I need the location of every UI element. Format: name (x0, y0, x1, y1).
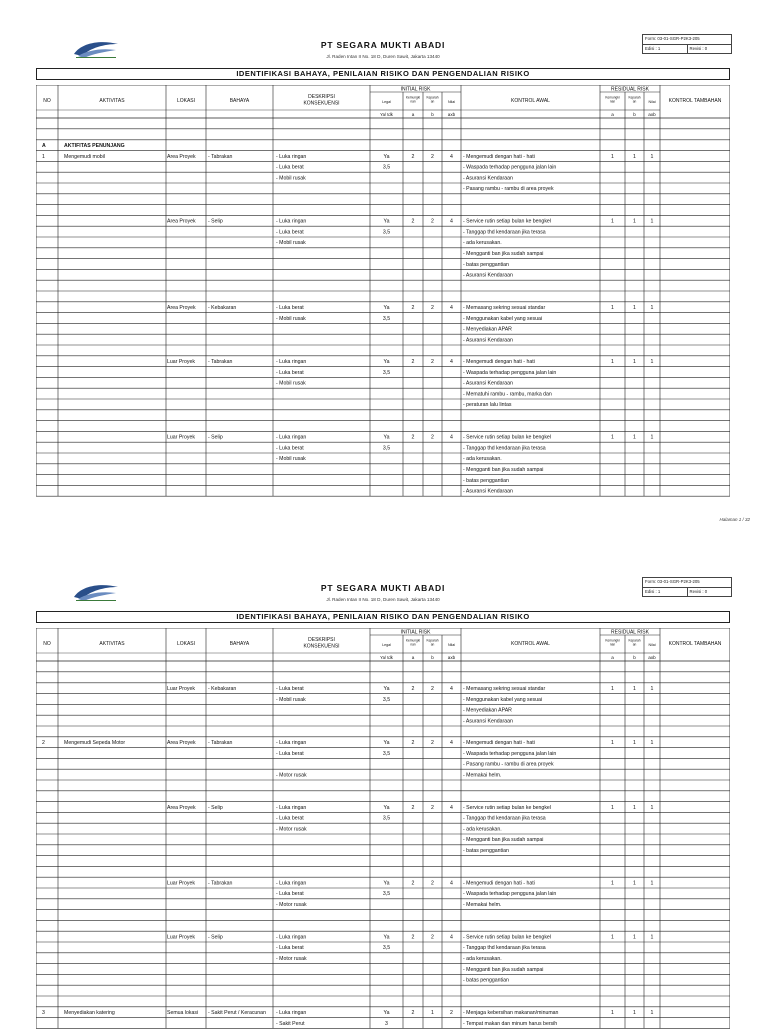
row-deskripsi: - Luka berat (276, 750, 304, 757)
header-kemungkinan: Kemungki (605, 638, 620, 643)
header-a: a (411, 655, 415, 660)
header-ya-tdk: Ya/ tdk (380, 112, 393, 117)
row-kontrol-awal: - Mengganti ban jika sudah sampai (463, 966, 544, 973)
row-kontrol-awal: - Tanggap thd kendaraan jika terasa (463, 945, 546, 952)
row-deskripsi: - Mobil rusak (276, 696, 306, 703)
row-kontrol-awal: - Menggunakan kabel yang sesuai (463, 696, 543, 703)
row-kontrol-awal: - Asuransi Kendaraan (463, 718, 513, 725)
row-kontrol-awal: - Mengganti ban jika sudah sampai (463, 837, 544, 844)
row-deskripsi: - Luka berat (276, 164, 304, 171)
row-residual-axb: 1 (650, 434, 654, 441)
row-legal: 3 (385, 1020, 388, 1027)
row-deskripsi: - Luka berat (276, 305, 304, 311)
header-keparahan: an (632, 642, 637, 647)
header-aktivitas: AKTIVITAS (99, 641, 125, 647)
row-residual-axb: 1 (650, 1010, 654, 1016)
row-kontrol-awal: - Mematuhi rambu - rambu, marka dan (463, 391, 552, 398)
row-bahaya: - Tabrakan (208, 740, 233, 746)
row-kontrol-awal: - Menggunakan kabel yang sesuai (463, 315, 543, 322)
row-a: 2 (411, 804, 415, 811)
row-axb: 2 (450, 1010, 453, 1016)
row-a: 2 (411, 1010, 415, 1016)
header-keparahan: an (430, 642, 435, 647)
row-deskripsi: - Luka berat (276, 815, 304, 822)
header-bahaya: BAHAYA (229, 98, 250, 104)
row-kontrol-awal: - Asuransi Kendaraan (463, 380, 513, 387)
document-title: IDENTIFIKASI BAHAYA, PENILAIAN RISIKO DAN PENGENDALIAN RISIKO (36, 611, 730, 623)
row-lokasi: Semua lokasi (167, 1010, 199, 1016)
row-deskripsi: - Luka ringan (276, 1010, 307, 1016)
row-a: 2 (411, 934, 415, 941)
row-residual-axb: 1 (650, 305, 654, 311)
row-deskripsi: - Luka ringan (276, 434, 307, 441)
form-edisi: Edisi : 1 (643, 588, 688, 596)
row-legal: 3,5 (382, 696, 391, 703)
row-a: 2 (411, 686, 415, 692)
row-legal: Ya (383, 1010, 390, 1016)
row-residual-axb: 1 (650, 218, 654, 225)
row-kontrol-awal: - batas penggantian (463, 261, 509, 268)
row-lokasi: Luar Proyek (167, 434, 195, 441)
row-legal: Ya (383, 434, 390, 441)
row-axb: 4 (450, 434, 453, 441)
header-kemungkinan: Kemungki (605, 95, 620, 100)
form-revisi: Revisi : 0 (689, 46, 708, 51)
row-axb: 4 (450, 218, 453, 225)
row-residual-a: 1 (611, 740, 614, 746)
row-residual-axb: 1 (650, 934, 654, 941)
form-code: Form: 03-01-SGR-P2K3-205 (643, 35, 731, 45)
row-a: 2 (411, 434, 415, 441)
header-axb: axb (648, 112, 656, 117)
row-aktivitas: Mengemudi Sepeda Motor (64, 740, 126, 746)
header-kontrol-awal: KONTROL AWAL (511, 641, 550, 647)
row-residual-b: 1 (633, 934, 636, 941)
row-residual-a: 1 (611, 434, 614, 441)
row-kontrol-awal: - ada kerusakan. (463, 240, 502, 247)
row-kontrol-awal: - Service rutin setiap bulan ke bengkel (463, 804, 551, 811)
row-legal: 3,5 (382, 229, 391, 236)
row-no: 3 (42, 1010, 45, 1016)
row-kontrol-awal: - Memakai helm. (463, 902, 502, 908)
header-konsekuensi: KONSEKUENSI (303, 643, 340, 650)
row-no: 2 (42, 740, 45, 746)
row-kontrol-awal: - Waspada terhadap pengguna jalan lain (463, 891, 557, 898)
row-deskripsi: - Luka berat (276, 891, 304, 898)
row-legal: Ya (383, 804, 390, 811)
row-axb: 4 (450, 359, 453, 365)
row-deskripsi: - Mobil rusak (276, 456, 306, 463)
row-lokasi: Luar Proyek (167, 934, 195, 941)
header-nilai: Nilai (648, 100, 656, 104)
row-legal: Ya (383, 218, 390, 225)
header-lokasi: LOKASI (176, 641, 196, 647)
row-b: 2 (431, 880, 434, 887)
row-residual-a: 1 (611, 153, 614, 160)
row-a: 2 (411, 153, 415, 160)
row-lokasi: Area Proyek (167, 804, 196, 811)
header-b: b (431, 655, 434, 660)
row-kontrol-awal: - Asuransi Kendaraan (463, 337, 513, 344)
row-deskripsi: - Mobil rusak (276, 315, 306, 322)
row-kontrol-awal: - batas penggantian (463, 477, 509, 484)
row-lokasi: Area Proyek (167, 218, 196, 225)
row-deskripsi: - Luka berat (276, 229, 304, 236)
row-deskripsi: - Luka ringan (276, 218, 307, 225)
header-kemungkinan: Kemungki (405, 638, 421, 643)
row-legal: Ya (383, 880, 390, 887)
header-nilai: Nilai (448, 100, 455, 104)
header-residual-risk: RESIDUAL RISK (611, 86, 649, 93)
row-kontrol-awal: - ada kerusakan. (463, 456, 502, 463)
row-axb: 4 (450, 934, 453, 941)
row-bahaya: - Sakit Perut / Keracunan (208, 1010, 266, 1016)
row-aktivitas: Menyediakan katering (64, 1010, 115, 1016)
risk-table (36, 628, 730, 1036)
row-deskripsi: - Sakit Perut (276, 1020, 305, 1027)
header-kontrol-tambahan: KONTROL TAMBAHAN (668, 641, 722, 647)
risk-table-grid (36, 85, 730, 499)
form-info-box (642, 34, 732, 54)
row-deskripsi: - Motor rusak (276, 902, 307, 908)
row-axb: 4 (450, 880, 453, 887)
row-kontrol-awal: - Tempat makan dan minum harus bersih (463, 1020, 558, 1027)
row-residual-b: 1 (633, 359, 636, 365)
row-residual-b: 1 (633, 218, 636, 225)
row-legal: 3,5 (382, 445, 391, 452)
row-deskripsi: - Luka berat (276, 445, 304, 452)
row-bahaya: - Kebakaran (208, 305, 237, 311)
header-legal: Legal (382, 643, 391, 647)
row-kontrol-awal: - Tanggap thd kendaraan jika terasa (463, 229, 546, 236)
row-legal: Ya (383, 740, 390, 746)
row-deskripsi: - Luka ringan (276, 740, 307, 746)
row-b: 2 (431, 740, 434, 746)
row-deskripsi: - Mobil rusak (276, 380, 306, 387)
row-aktivitas: AKTIFITAS PENUNJANG (64, 143, 125, 149)
row-b: 1 (431, 1010, 434, 1016)
row-legal: 3,5 (382, 750, 391, 757)
row-bahaya: - Tabrakan (208, 880, 233, 887)
row-kontrol-awal: - Mengemudi dengan hati - hati (463, 153, 535, 160)
header-no: NO (43, 98, 51, 104)
header-kemungkinan: Kemungki (405, 95, 421, 100)
header-kemungkinan: nan (410, 642, 416, 647)
header-a: a (411, 112, 415, 117)
row-residual-b: 1 (633, 1010, 636, 1016)
row-bahaya: - Selip (208, 434, 223, 441)
row-b: 2 (431, 934, 434, 941)
form-code: Form: 03-01-SGR-P2K3-205 (643, 578, 731, 588)
row-a: 2 (411, 218, 415, 225)
row-deskripsi: - Motor rusak (276, 772, 307, 779)
row-b: 2 (431, 153, 434, 160)
header-deskripsi: DESKRIPSI (308, 637, 335, 643)
row-kontrol-awal: - Mengemudi dengan hati - hati (463, 740, 535, 746)
header-legal: Legal (382, 100, 391, 104)
row-residual-a: 1 (611, 934, 614, 941)
header-nilai: Nilai (648, 643, 656, 647)
row-kontrol-awal: - Menjaga kebersihan makanan/minuman (463, 1010, 559, 1016)
row-lokasi: Area Proyek (167, 153, 196, 160)
row-residual-axb: 1 (650, 804, 654, 811)
row-kontrol-awal: - Service rutin setiap bulan ke bengkel (463, 218, 551, 225)
header-bahaya: BAHAYA (229, 641, 250, 647)
row-deskripsi: - Luka berat (276, 945, 304, 952)
row-axb: 4 (450, 305, 453, 311)
row-kontrol-awal: - Pasang rambu - rambu di area proyek (463, 186, 554, 193)
header-aktivitas: AKTIVITAS (99, 98, 125, 104)
header-konsekuensi: KONSEKUENSI (303, 100, 340, 107)
row-no: 1 (42, 153, 45, 160)
row-deskripsi: - Mobil rusak (276, 175, 306, 182)
row-residual-axb: 1 (650, 686, 654, 692)
row-kontrol-awal: - Menyediakan APAR (463, 707, 512, 714)
row-residual-axb: 1 (650, 740, 654, 746)
row-kontrol-awal: - Menyediakan APAR (463, 326, 512, 333)
header-b: b (633, 112, 636, 117)
header-initial-risk: INITIAL RISK (400, 86, 431, 93)
header-kemungkinan: nan (609, 99, 616, 104)
header-a: a (611, 655, 614, 660)
header-nilai: Nilai (448, 643, 455, 647)
row-legal: Ya (383, 305, 390, 311)
row-kontrol-awal: - Asuransi Kendaraan (463, 488, 513, 495)
row-residual-a: 1 (611, 218, 614, 225)
row-bahaya: - Kebakaran (208, 686, 237, 692)
row-lokasi: Luar Proyek (167, 880, 195, 887)
row-residual-a: 1 (611, 686, 614, 692)
row-b: 2 (431, 804, 434, 811)
page-number: Halaman 1 / 32 (719, 517, 750, 522)
row-kontrol-awal: - ada kerusakan. (463, 826, 502, 833)
row-a: 2 (411, 305, 415, 311)
row-kontrol-awal: - Waspada terhadap pengguna jalan lain (463, 750, 557, 757)
header-keparahan: an (632, 99, 637, 104)
row-b: 2 (431, 218, 434, 225)
row-kontrol-awal: - Mengganti ban jika sudah sampai (463, 467, 544, 473)
row-residual-b: 1 (633, 686, 636, 692)
row-kontrol-awal: - peraturan lalu lintas (463, 402, 512, 409)
form-edisi: Edisi : 1 (643, 45, 688, 53)
company-name: PT SEGARA MUKTI ABADI (320, 40, 446, 50)
header-axb: axb (447, 112, 456, 117)
row-deskripsi: - Luka berat (276, 686, 304, 692)
header-ya-tdk: Ya/ tdk (380, 655, 393, 660)
row-bahaya: - Tabrakan (208, 359, 233, 365)
row-kontrol-awal: - batas penggantian (463, 977, 509, 984)
row-legal: 3,5 (382, 815, 391, 822)
row-lokasi: Area Proyek (167, 305, 196, 311)
row-kontrol-awal: - Pasang rambu - rambu di area proyek (463, 761, 554, 768)
row-residual-b: 1 (633, 153, 636, 160)
risk-table-grid (36, 628, 730, 1031)
row-deskripsi: - Luka ringan (276, 153, 307, 160)
row-residual-a: 1 (611, 880, 614, 887)
row-axb: 4 (450, 804, 453, 811)
row-legal: 3,5 (382, 945, 391, 952)
row-b: 2 (431, 305, 434, 311)
row-deskripsi: - Motor rusak (276, 826, 307, 833)
row-kontrol-awal: - batas penggantian (463, 848, 509, 854)
row-kontrol-awal: - Service rutin setiap bulan ke bengkel (463, 934, 551, 941)
header-kemungkinan: nan (410, 99, 416, 104)
form-revisi: Revisi : 0 (689, 589, 708, 594)
header-keparahan: Keparah (628, 95, 641, 100)
row-lokasi: Luar Proyek (167, 359, 195, 365)
row-bahaya: - Selip (208, 804, 223, 811)
row-deskripsi: - Luka ringan (276, 880, 307, 887)
row-kontrol-awal: - Memasang sekring sesuai standar (463, 686, 546, 692)
row-a: 2 (411, 740, 415, 746)
header-keparahan: Keparah (628, 638, 641, 643)
row-bahaya: - Selip (208, 218, 223, 225)
document-title: IDENTIFIKASI BAHAYA, PENILAIAN RISIKO DAN PENGENDALIAN RISIKO (36, 68, 730, 80)
row-bahaya: - Tabrakan (208, 153, 233, 160)
header-b: b (633, 655, 636, 660)
header-axb: axb (447, 655, 456, 660)
row-kontrol-awal: - Asuransi Kendaraan (463, 272, 513, 279)
row-kontrol-awal: - Service rutin setiap bulan ke bengkel (463, 434, 551, 441)
risk-table (36, 85, 730, 504)
header-no: NO (43, 641, 51, 647)
row-b: 2 (431, 359, 434, 365)
row-deskripsi: - Motor rusak (276, 956, 307, 962)
row-kontrol-awal: - Memakai helm. (463, 772, 502, 779)
header-keparahan: Keparah (426, 638, 439, 643)
row-residual-b: 1 (633, 880, 636, 887)
row-legal: 3,5 (382, 315, 391, 322)
company-name: PT SEGARA MUKTI ABADI (320, 583, 446, 593)
row-lokasi: Area Proyek (167, 740, 196, 746)
row-legal: 3,5 (382, 369, 391, 376)
row-residual-b: 1 (633, 740, 636, 746)
row-kontrol-awal: - Waspada terhadap pengguna jalan lain (463, 164, 557, 171)
header-lokasi: LOKASI (176, 98, 196, 104)
row-kontrol-awal: - Mengemudi dengan hati - hati (463, 880, 535, 887)
row-a: 2 (411, 880, 415, 887)
row-kontrol-awal: - Tanggap thd kendaraan jika terasa (463, 445, 546, 452)
row-a: 2 (411, 359, 415, 365)
row-kontrol-awal: - Memasang sekring sesuai standar (463, 305, 546, 311)
row-kontrol-awal: - Mengemudi dengan hati - hati (463, 359, 535, 365)
row-b: 2 (431, 434, 434, 441)
row-kontrol-awal: - Mengganti ban jika sudah sampai (463, 251, 544, 257)
row-kontrol-awal: - Tanggap thd kendaraan jika terasa (463, 815, 546, 822)
header-residual-risk: RESIDUAL RISK (611, 629, 649, 636)
row-residual-axb: 1 (650, 880, 654, 887)
row-legal: 3,5 (382, 891, 391, 898)
row-residual-b: 1 (633, 804, 636, 811)
row-legal: Ya (383, 934, 390, 941)
row-residual-a: 1 (611, 359, 614, 365)
row-b: 2 (431, 686, 434, 692)
row-legal: Ya (383, 153, 390, 160)
row-axb: 4 (450, 153, 453, 160)
row-bahaya: - Selip (208, 934, 223, 941)
row-kontrol-awal: - Waspada terhadap pengguna jalan lain (463, 369, 557, 376)
row-axb: 4 (450, 686, 453, 692)
row-residual-b: 1 (633, 305, 636, 311)
row-deskripsi: - Luka ringan (276, 359, 307, 365)
company-address: Jl. Raden Intan II No. 18 D, Duren Sawit, Jakarta 13440 (326, 597, 440, 602)
row-aktivitas: Mengemudi mobil (64, 153, 105, 160)
row-residual-a: 1 (611, 804, 614, 811)
header-deskripsi: DESKRIPSI (308, 94, 335, 100)
header-kontrol-awal: KONTROL AWAL (511, 98, 550, 104)
header-axb: axb (648, 655, 656, 660)
header-kontrol-tambahan: KONTROL TAMBAHAN (668, 98, 722, 104)
row-kontrol-awal: - ada kerusakan. (463, 956, 502, 962)
header-a: a (611, 112, 614, 117)
header-keparahan: Keparah (426, 95, 439, 100)
row-residual-axb: 1 (650, 153, 654, 160)
row-legal: Ya (383, 359, 390, 365)
row-deskripsi: - Mobil rusak (276, 240, 306, 247)
header-b: b (431, 112, 434, 117)
row-deskripsi: - Luka ringan (276, 934, 307, 941)
row-deskripsi: - Luka ringan (276, 804, 307, 811)
row-lokasi: Luar Proyek (167, 686, 195, 692)
form-info-box (642, 577, 732, 597)
row-kontrol-awal: - Asuransi Kendaraan (463, 175, 513, 182)
header-keparahan: an (430, 99, 435, 104)
row-axb: 4 (450, 740, 453, 746)
header-kemungkinan: nan (609, 642, 616, 647)
row-legal: 3,5 (382, 164, 391, 171)
row-legal: Ya (383, 686, 390, 692)
row-residual-b: 1 (633, 434, 636, 441)
company-address: Jl. Raden Intan II No. 18 D, Duren Sawit, Jakarta 13440 (326, 54, 440, 59)
row-residual-a: 1 (611, 305, 614, 311)
row-no: A (42, 143, 46, 149)
row-residual-axb: 1 (650, 359, 654, 365)
row-residual-a: 1 (611, 1010, 614, 1016)
row-deskripsi: - Luka berat (276, 369, 304, 376)
header-initial-risk: INITIAL RISK (400, 629, 431, 636)
